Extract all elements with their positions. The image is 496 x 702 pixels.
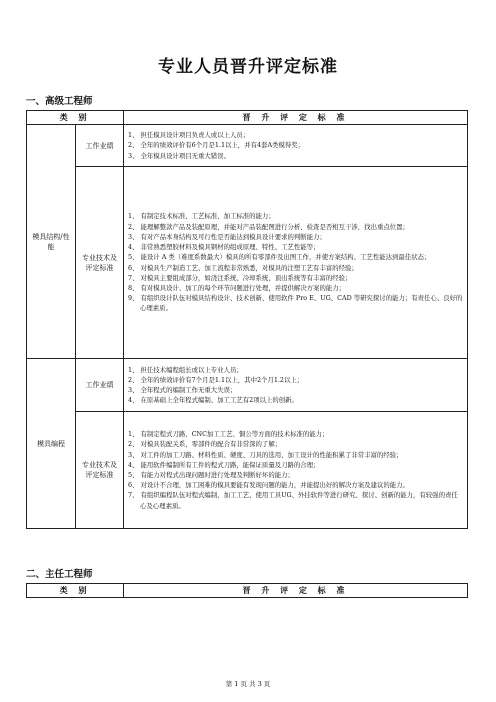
criteria-item: 3、 全年模具设计项目无重大错误。 xyxy=(128,151,230,160)
criteria-cell xyxy=(124,125,468,167)
criteria-item: 2、 全年的绩效评价有6个月是1.1以上，并有4套A类模得奖； xyxy=(128,141,305,150)
header-criteria: 晋 升 评 定 标 准 xyxy=(124,111,468,125)
criteria-item: 3、 有对产品本身结构及可行性是否能达到模具设计要求的判断能力； xyxy=(128,232,326,241)
criteria-item: 7、 对模具主要组成部分，如浇注系统、冷却系统、顶出系统等有丰富的经验； xyxy=(128,273,352,282)
subcategory-technical-standards: 专业技术及评定标准 xyxy=(76,412,124,529)
criteria-item: 6、 对模具生产制造工艺、加工流程非常熟悉，对模具的注塑工艺有丰富的经验； xyxy=(128,263,358,272)
criteria-item: 4、 能用软件编制所有工件的程式刀路，能保证质量及刀路的合理； xyxy=(128,460,320,469)
criteria-item: 1、 担任模具设计项目负责人或以上人员； xyxy=(128,131,250,140)
criteria-item: 9、 有组织设计队伍对模具结构设计、技术创新、使用软件 Pro E、UG、CAD 等研究探讨的能力；有责任心、良好的心理素质。 xyxy=(128,294,463,313)
criteria-item: 1、 有制定技术标准、工艺标准、加工标准的能力； xyxy=(128,212,275,221)
section-heading-chief-engineer: 二、主任工程师 xyxy=(26,569,93,580)
page-title: 专业人员晋升评定标准 xyxy=(158,57,338,77)
criteria-item: 2、 能理解整款产品及装配原理，并能对产品装配图进行分析、检查是否相互干涉，找出重点位置； xyxy=(128,222,409,231)
header-category: 类 别 xyxy=(27,111,124,125)
subcategory-technical-standards: 专业技术及评定标准 xyxy=(76,167,124,359)
subcategory-work-performance: 工作业绩 xyxy=(76,359,124,412)
criteria-item: 6、 对设计不合理，加工困难的模具要能有发现问题的能力，并能提出好的解决方案及建议的能力。 xyxy=(128,481,409,490)
criteria-cell xyxy=(124,359,468,412)
category-mold-programming: 模具编程 xyxy=(27,359,76,529)
subcategory-work-performance: 工作业绩 xyxy=(76,125,124,167)
page-footer: 第 1 页 共 3 页 xyxy=(225,680,271,688)
criteria-item: 8、 有对模具设计、加工的每个环节问题进行处理，并提供解决方案的能力； xyxy=(128,283,346,292)
section-heading-senior-engineer: 一、高级工程师 xyxy=(26,96,93,107)
category-mold-structure: 模具结构/性能 xyxy=(27,125,76,359)
header-criteria: 晋 升 评 定 标 准 xyxy=(124,584,468,598)
criteria-item: 2、 对模具装配关系，零部件的配合有非常深的了解； xyxy=(128,440,282,449)
criteria-cell xyxy=(124,167,468,359)
criteria-item: 3、 全年程式的编制工作无重大失误； xyxy=(128,386,237,394)
header-category: 类 别 xyxy=(27,584,124,598)
criteria-item: 4、 非常熟悉塑胶材料及模具钢材的组成原理、特性、工艺性能等； xyxy=(128,243,320,252)
criteria-item: 5、 有能力对程式出现问题时进行处理及判断好坏的能力； xyxy=(128,471,294,479)
criteria-item: 3、 对工件的加工刀路、材料性质、硬度、刀具的选用、加工设计的性能积累了非常丰富的经验； xyxy=(128,450,403,459)
chief-engineer-table xyxy=(26,583,468,598)
criteria-cell xyxy=(124,412,468,529)
criteria-item: 7、 有组织编程队伍对程式编制、加工工艺、使用工具UG、外挂软件等进行研究、探讨、创新的能力，有较强的责任心及心理素质。 xyxy=(128,491,458,510)
criteria-item: 1、 担任技术编程组长或以上专业人员； xyxy=(128,365,243,374)
criteria-item: 1、 有制定程式刀路、CNC加工工艺、铜公等方面的技术标准的能力； xyxy=(128,430,329,439)
criteria-item: 2、 全年的绩效评价有7个月是1.1以上，其中2个月1.2以上； xyxy=(128,375,304,384)
senior-engineer-table xyxy=(26,110,468,529)
criteria-item: 4、 在原基础上全年程式编制、加工工艺有2项以上的创新。 xyxy=(128,396,298,405)
criteria-item: 5、 能设计 A 类（难度系数最大）模具的所有零部件及出图工作，并使方案结构、工艺性能达到最佳状态； xyxy=(128,253,431,262)
